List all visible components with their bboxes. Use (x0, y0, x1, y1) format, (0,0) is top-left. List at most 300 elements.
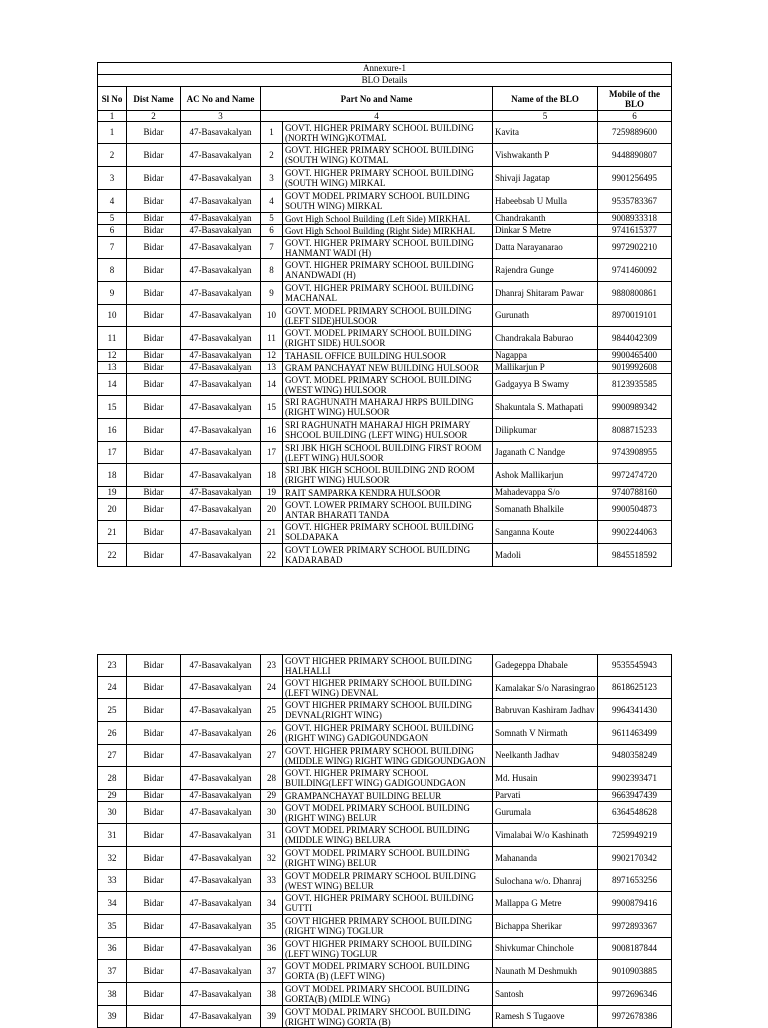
part-name-cell: GRAMPANCHAYAT BUILDING BELUR (283, 790, 493, 802)
table-row (98, 350, 672, 362)
blo-name-cell: Mahananda (493, 847, 598, 870)
dist-name-cell: Bidar (127, 499, 181, 521)
dist-name-cell: Bidar (127, 938, 181, 960)
blo-name-cell: Datta Narayanarao (493, 237, 598, 259)
blo-mobile-cell: 8123935585 (598, 374, 672, 396)
table-row (98, 327, 672, 350)
table-row (98, 938, 672, 960)
blo-mobile-cell: 9019992608 (598, 362, 672, 374)
part-name-cell: GOVT. HIGHER PRIMARY SCHOOL BUILDING (NORTH WING)KOTMAL (283, 122, 493, 144)
column-number: 4 (261, 111, 493, 122)
blo-mobile-cell: 9900879416 (598, 892, 672, 915)
part-name-cell: GOVT MODEL PRIMARY SCHOOL BUILDING SOUTH WING) MIRKAL (283, 190, 493, 213)
part-no-cell: 20 (261, 499, 283, 521)
part-no-cell: 35 (261, 915, 283, 938)
ac-name-cell: 47-Basavakalyan (181, 442, 261, 464)
column-number: 1 (98, 111, 127, 122)
blo-mobile-cell: 9741615377 (598, 225, 672, 237)
part-name-cell: GOVT. LOWER PRIMARY SCHOOL BUILDING ANTAR BHARATI TANDA (283, 499, 493, 521)
blo-name-cell: Gurumala (493, 802, 598, 824)
table-row (98, 722, 672, 745)
part-no-cell: 3 (261, 167, 283, 190)
part-no-cell: 12 (261, 350, 283, 362)
ac-name-cell: 47-Basavakalyan (181, 305, 261, 327)
table-row (98, 374, 672, 396)
dist-name-cell: Bidar (127, 190, 181, 213)
ac-name-cell: 47-Basavakalyan (181, 824, 261, 847)
sl-no-cell: 36 (98, 938, 127, 960)
dist-name-cell: Bidar (127, 699, 181, 722)
dist-name-cell: Bidar (127, 767, 181, 790)
part-name-cell: SRI RAGHUNATH MAHARAJ HIGH PRIMARY SHCOOL BUILDING (LEFT WING) HULSOOR (283, 419, 493, 442)
blo-mobile-cell: 7259949219 (598, 824, 672, 847)
dist-name-cell: Bidar (127, 521, 181, 544)
part-no-cell: 1 (261, 122, 283, 144)
table-row (98, 225, 672, 237)
blo-name-cell: Rajendra Gunge (493, 259, 598, 282)
table-row (98, 1006, 672, 1028)
dist-name-cell: Bidar (127, 983, 181, 1006)
ac-name-cell: 47-Basavakalyan (181, 144, 261, 167)
part-no-cell: 6 (261, 225, 283, 237)
dist-name-cell: Bidar (127, 960, 181, 983)
blo-mobile-cell: 9964341430 (598, 699, 672, 722)
ac-name-cell: 47-Basavakalyan (181, 655, 261, 677)
blo-mobile-cell: 9008933318 (598, 213, 672, 225)
part-name-cell: Govt High School Building (Right Side) MIRKHAL (283, 225, 493, 237)
ac-name-cell: 47-Basavakalyan (181, 213, 261, 225)
table-row (98, 544, 672, 567)
blo-mobile-cell: 8970019101 (598, 305, 672, 327)
dist-name-cell: Bidar (127, 213, 181, 225)
header-blo-name: Name of the BLO (493, 87, 598, 111)
part-no-cell: 19 (261, 487, 283, 499)
part-name-cell: GOVT. HIGHER PRIMARY SCHOOL BUILDING MACHANAL (283, 282, 493, 305)
sl-no-cell: 2 (98, 144, 127, 167)
part-no-cell: 37 (261, 960, 283, 983)
blo-name-cell: Bichappa Sherikar (493, 915, 598, 938)
blo-name-cell: Vishwakanth P (493, 144, 598, 167)
part-name-cell: GOVT MODAL PRIMARY SHCOOL BUILDING (RIGHT WING) GORTA (B) (283, 1006, 493, 1028)
blo-name-cell: Md. Husain (493, 767, 598, 790)
blo-name-cell: Sulochana w/o. Dhanraj (493, 870, 598, 892)
sl-no-cell: 11 (98, 327, 127, 350)
dist-name-cell: Bidar (127, 167, 181, 190)
part-no-cell: 26 (261, 722, 283, 745)
table-row (98, 824, 672, 847)
part-name-cell: GOVT. HIGHER PRIMARY SCHOOL BUILDING SOLDAPAKA (283, 521, 493, 544)
blo-name-cell: Mahadevappa S/o (493, 487, 598, 499)
sl-no-cell: 16 (98, 419, 127, 442)
ac-name-cell: 47-Basavakalyan (181, 767, 261, 790)
blo-mobile-cell: 9845518592 (598, 544, 672, 567)
blo-mobile-cell: 8618625123 (598, 677, 672, 699)
blo-mobile-cell: 9535783367 (598, 190, 672, 213)
table-row (98, 677, 672, 699)
dist-name-cell: Bidar (127, 237, 181, 259)
table-row (98, 745, 672, 767)
part-no-cell: 11 (261, 327, 283, 350)
blo-mobile-cell: 9448890807 (598, 144, 672, 167)
part-no-cell: 28 (261, 767, 283, 790)
sl-no-cell: 14 (98, 374, 127, 396)
blo-mobile-cell: 8971653256 (598, 870, 672, 892)
part-no-cell: 30 (261, 802, 283, 824)
ac-name-cell: 47-Basavakalyan (181, 282, 261, 305)
blo-mobile-cell: 9902393471 (598, 767, 672, 790)
blo-name-cell: Ashok Mallikarjun (493, 464, 598, 487)
ac-name-cell: 47-Basavakalyan (181, 225, 261, 237)
part-no-cell: 31 (261, 824, 283, 847)
blo-name-cell: Mallappa G Metre (493, 892, 598, 915)
ac-name-cell: 47-Basavakalyan (181, 544, 261, 567)
ac-name-cell: 47-Basavakalyan (181, 259, 261, 282)
blo-name-cell: Gadgayya B Swamy (493, 374, 598, 396)
table-row (98, 960, 672, 983)
blo-mobile-cell: 9900465400 (598, 350, 672, 362)
sl-no-cell: 15 (98, 396, 127, 419)
ac-name-cell: 47-Basavakalyan (181, 699, 261, 722)
blo-mobile-cell: 9663947439 (598, 790, 672, 802)
sl-no-cell: 28 (98, 767, 127, 790)
blo-mobile-cell: 9611463499 (598, 722, 672, 745)
sl-no-cell: 20 (98, 499, 127, 521)
table-row (98, 802, 672, 824)
dist-name-cell: Bidar (127, 824, 181, 847)
sl-no-cell: 33 (98, 870, 127, 892)
ac-name-cell: 47-Basavakalyan (181, 870, 261, 892)
sl-no-cell: 24 (98, 677, 127, 699)
part-no-cell: 38 (261, 983, 283, 1006)
blo-name-cell: Dhanraj Shitaram Pawar (493, 282, 598, 305)
ac-name-cell: 47-Basavakalyan (181, 499, 261, 521)
part-name-cell: GOVT HIGHER PRIMARY SCHOOL BUILDING (LEFT WING) DEVNAL (283, 677, 493, 699)
dist-name-cell: Bidar (127, 144, 181, 167)
sl-no-cell: 7 (98, 237, 127, 259)
table-row (98, 305, 672, 327)
dist-name-cell: Bidar (127, 259, 181, 282)
blo-details-table-continued (97, 654, 672, 1028)
table-row (98, 190, 672, 213)
table-row (98, 915, 672, 938)
sl-no-cell: 6 (98, 225, 127, 237)
ac-name-cell: 47-Basavakalyan (181, 396, 261, 419)
sl-no-cell: 1 (98, 122, 127, 144)
part-name-cell: GOVT MODEL PRIMARY SCHOOL BUILDING (MIDDLE WING) BELURA (283, 824, 493, 847)
dist-name-cell: Bidar (127, 442, 181, 464)
blo-mobile-cell: 9008187844 (598, 938, 672, 960)
sl-no-cell: 19 (98, 487, 127, 499)
part-no-cell: 15 (261, 396, 283, 419)
dist-name-cell: Bidar (127, 1006, 181, 1028)
table-row (98, 167, 672, 190)
ac-name-cell: 47-Basavakalyan (181, 237, 261, 259)
dist-name-cell: Bidar (127, 745, 181, 767)
dist-name-cell: Bidar (127, 677, 181, 699)
sl-no-cell: 12 (98, 350, 127, 362)
sl-no-cell: 32 (98, 847, 127, 870)
dist-name-cell: Bidar (127, 464, 181, 487)
part-no-cell: 10 (261, 305, 283, 327)
part-name-cell: GOVT MODELR PRIMARY SCHOOL BUILDING (WEST WING) BELUR (283, 870, 493, 892)
part-name-cell: GOVT HIGHER PRIMARY SCHOOL BUILDING DEVNAL(RIGHT WING) (283, 699, 493, 722)
column-number: 3 (181, 111, 261, 122)
part-no-cell: 22 (261, 544, 283, 567)
part-no-cell: 7 (261, 237, 283, 259)
blo-mobile-cell: 9972893367 (598, 915, 672, 938)
part-no-cell: 36 (261, 938, 283, 960)
sl-no-cell: 21 (98, 521, 127, 544)
table-row (98, 847, 672, 870)
part-name-cell: GOVT. MODEL PRIMARY SCHOOL BUILDING (RIGHT SIDE) HULSOOR (283, 327, 493, 350)
table-row (98, 464, 672, 487)
blo-name-cell: Ramesh S Tugaove (493, 1006, 598, 1028)
part-name-cell: GOVT MODEL PRIMARY SHCOOL BUILDING GORTA(B) (MIDLE WING) (283, 983, 493, 1006)
table-row (98, 790, 672, 802)
part-name-cell: GOVT. HIGHER PRIMARY SCHOOL BUILDING (MIDDLE WING) RIGHT WING GDIGOUNDGAON (283, 745, 493, 767)
dist-name-cell: Bidar (127, 544, 181, 567)
part-no-cell: 21 (261, 521, 283, 544)
header-blo-mobile: Mobile of the BLO (598, 87, 672, 111)
dist-name-cell: Bidar (127, 655, 181, 677)
part-no-cell: 17 (261, 442, 283, 464)
part-no-cell: 24 (261, 677, 283, 699)
header-part-no-name: Part No and Name (261, 87, 493, 111)
blo-name-cell: Chandrakala Baburao (493, 327, 598, 350)
sl-no-cell: 29 (98, 790, 127, 802)
ac-name-cell: 47-Basavakalyan (181, 464, 261, 487)
table-row (98, 487, 672, 499)
dist-name-cell: Bidar (127, 362, 181, 374)
blo-name-cell: Kavita (493, 122, 598, 144)
ac-name-cell: 47-Basavakalyan (181, 327, 261, 350)
blo-mobile-cell: 9972474720 (598, 464, 672, 487)
header-ac-no-name: AC No and Name (181, 87, 261, 111)
ac-name-cell: 47-Basavakalyan (181, 374, 261, 396)
blo-name-cell: Shakuntala S. Mathapati (493, 396, 598, 419)
sl-no-cell: 34 (98, 892, 127, 915)
table-row (98, 144, 672, 167)
part-name-cell: GOVT HIGHER PRIMARY SCHOOL BUILDING HALHALLI (283, 655, 493, 677)
part-no-cell: 13 (261, 362, 283, 374)
dist-name-cell: Bidar (127, 790, 181, 802)
sl-no-cell: 31 (98, 824, 127, 847)
blo-name-cell: Gadegeppa Dhabale (493, 655, 598, 677)
blo-name-cell: Dilipkumar (493, 419, 598, 442)
blo-name-cell: Nagappa (493, 350, 598, 362)
part-no-cell: 5 (261, 213, 283, 225)
part-no-cell: 8 (261, 259, 283, 282)
blo-name-cell: Mallikarjun P (493, 362, 598, 374)
ac-name-cell: 47-Basavakalyan (181, 938, 261, 960)
sl-no-cell: 8 (98, 259, 127, 282)
part-no-cell: 2 (261, 144, 283, 167)
table-row (98, 259, 672, 282)
dist-name-cell: Bidar (127, 282, 181, 305)
table-row (98, 767, 672, 790)
blo-name-cell: Jaganath C Nandge (493, 442, 598, 464)
header-sl-no: Sl No (98, 87, 127, 111)
blo-name-cell: Sanganna Koute (493, 521, 598, 544)
blo-name-cell: Neelkanth Jadhav (493, 745, 598, 767)
blo-mobile-cell: 9902170342 (598, 847, 672, 870)
table-row (98, 282, 672, 305)
part-name-cell: GOVT. HIGHER PRIMARY SCHOOL BUILDING ANANDWADI (H) (283, 259, 493, 282)
blo-mobile-cell: 9972678386 (598, 1006, 672, 1028)
part-name-cell: GOVT LOWER PRIMARY SCHOOL BUILDING KADARABAD (283, 544, 493, 567)
ac-name-cell: 47-Basavakalyan (181, 892, 261, 915)
table-row (98, 870, 672, 892)
ac-name-cell: 47-Basavakalyan (181, 983, 261, 1006)
table-row (98, 983, 672, 1006)
part-name-cell: GRAM PANCHAYAT NEW BUILDING HULSOOR (283, 362, 493, 374)
table-row (98, 237, 672, 259)
blo-mobile-cell: 9901256495 (598, 167, 672, 190)
part-name-cell: RAIT SAMPARKA KENDRA HULSOOR (283, 487, 493, 499)
header-dist-name: Dist Name (127, 87, 181, 111)
blo-mobile-cell: 9535545943 (598, 655, 672, 677)
column-number: 6 (598, 111, 672, 122)
blo-name-cell: Shivaji Jagatap (493, 167, 598, 190)
table-row (98, 122, 672, 144)
part-name-cell: GOVT. HIGHER PRIMARY SCHOOL BUILDING GUTTI (283, 892, 493, 915)
ac-name-cell: 47-Basavakalyan (181, 487, 261, 499)
column-number: 2 (127, 111, 181, 122)
sl-no-cell: 39 (98, 1006, 127, 1028)
dist-name-cell: Bidar (127, 802, 181, 824)
ac-name-cell: 47-Basavakalyan (181, 745, 261, 767)
blo-name-cell: Dinkar S Metre (493, 225, 598, 237)
ac-name-cell: 47-Basavakalyan (181, 915, 261, 938)
blo-mobile-cell: 9480358249 (598, 745, 672, 767)
part-name-cell: GOVT. HIGHER PRIMARY SCHOOL BUILDING (RIGHT WING) GADIGOUNDGAON (283, 722, 493, 745)
blo-mobile-cell: 6364548628 (598, 802, 672, 824)
part-name-cell: GOVT. MODEL PRIMARY SCHOOL BUILDING (LEFT SIDE)HULSOOR (283, 305, 493, 327)
blo-mobile-cell: 9743908955 (598, 442, 672, 464)
sl-no-cell: 25 (98, 699, 127, 722)
blo-name-cell: Somanath Bhalkile (493, 499, 598, 521)
ac-name-cell: 47-Basavakalyan (181, 167, 261, 190)
blo-mobile-cell: 9741460092 (598, 259, 672, 282)
part-name-cell: GOVT. HIGHER PRIMARY SCHOOL BUILDING (SOUTH WING) KOTMAL (283, 144, 493, 167)
part-name-cell: GOVT. MODEL PRIMARY SCHOOL BUILDING (WEST WING) HULSOOR (283, 374, 493, 396)
blo-mobile-cell: 9972902210 (598, 237, 672, 259)
dist-name-cell: Bidar (127, 225, 181, 237)
dist-name-cell: Bidar (127, 892, 181, 915)
table-row (98, 499, 672, 521)
part-no-cell: 23 (261, 655, 283, 677)
sl-no-cell: 26 (98, 722, 127, 745)
dist-name-cell: Bidar (127, 350, 181, 362)
part-name-cell: TAHASIL OFFICE BUILDING HULSOOR (283, 350, 493, 362)
part-name-cell: GOVT. HIGHER PRIMARY SCHOOL BUILDING(LEFT WING) GADIGOUNDGAON (283, 767, 493, 790)
part-no-cell: 34 (261, 892, 283, 915)
blo-mobile-cell: 9844042309 (598, 327, 672, 350)
table-body-2 (98, 655, 672, 1028)
table-row (98, 892, 672, 915)
table-row (98, 699, 672, 722)
part-no-cell: 33 (261, 870, 283, 892)
annexure-title: Annexure-1 (98, 63, 672, 75)
ac-name-cell: 47-Basavakalyan (181, 122, 261, 144)
part-name-cell: GOVT. HIGHER PRIMARY SCHOOL BUILDING HANMANT WADI (H) (283, 237, 493, 259)
dist-name-cell: Bidar (127, 374, 181, 396)
blo-name-cell: Babruvan Kashiram Jadhav (493, 699, 598, 722)
blo-name-cell: Gurunath (493, 305, 598, 327)
blo-name-cell: Naunath M Deshmukh (493, 960, 598, 983)
ac-name-cell: 47-Basavakalyan (181, 847, 261, 870)
sl-no-cell: 37 (98, 960, 127, 983)
part-no-cell: 29 (261, 790, 283, 802)
sl-no-cell: 18 (98, 464, 127, 487)
sl-no-cell: 27 (98, 745, 127, 767)
sl-no-cell: 3 (98, 167, 127, 190)
ac-name-cell: 47-Basavakalyan (181, 350, 261, 362)
part-name-cell: GOVT HIGHER PRIMARY SCHOOL BUILDING (LEFT WING) TOGLUR (283, 938, 493, 960)
sl-no-cell: 17 (98, 442, 127, 464)
blo-name-cell: Parvati (493, 790, 598, 802)
blo-mobile-cell: 9900504873 (598, 499, 672, 521)
sl-no-cell: 5 (98, 213, 127, 225)
ac-name-cell: 47-Basavakalyan (181, 722, 261, 745)
part-no-cell: 32 (261, 847, 283, 870)
part-name-cell: SRI JBK HIGH SCHOOL BUILDING 2ND ROOM (RIGHT WING) HULSOOR (283, 464, 493, 487)
dist-name-cell: Bidar (127, 722, 181, 745)
sl-no-cell: 30 (98, 802, 127, 824)
table-body-1 (98, 122, 672, 567)
dist-name-cell: Bidar (127, 870, 181, 892)
blo-details-table (97, 62, 672, 567)
dist-name-cell: Bidar (127, 305, 181, 327)
dist-name-cell: Bidar (127, 122, 181, 144)
ac-name-cell: 47-Basavakalyan (181, 362, 261, 374)
part-no-cell: 9 (261, 282, 283, 305)
part-no-cell: 25 (261, 699, 283, 722)
blo-name-cell: Chandrakanth (493, 213, 598, 225)
dist-name-cell: Bidar (127, 847, 181, 870)
blo-mobile-cell: 9972696346 (598, 983, 672, 1006)
part-name-cell: GOVT. HIGHER PRIMARY SCHOOL BUILDING (SOUTH WING) MIRKAL (283, 167, 493, 190)
ac-name-cell: 47-Basavakalyan (181, 802, 261, 824)
dist-name-cell: Bidar (127, 396, 181, 419)
blo-mobile-cell: 8088715233 (598, 419, 672, 442)
part-name-cell: SRI RAGHUNATH MAHARAJ HRPS BUILDING (RIGHT WING) HULSOOR (283, 396, 493, 419)
ac-name-cell: 47-Basavakalyan (181, 960, 261, 983)
dist-name-cell: Bidar (127, 327, 181, 350)
blo-name-cell: Vimalabai W/o Kashinath (493, 824, 598, 847)
part-no-cell: 4 (261, 190, 283, 213)
sl-no-cell: 10 (98, 305, 127, 327)
blo-mobile-cell: 7259889600 (598, 122, 672, 144)
table-row (98, 396, 672, 419)
ac-name-cell: 47-Basavakalyan (181, 790, 261, 802)
dist-name-cell: Bidar (127, 915, 181, 938)
sl-no-cell: 22 (98, 544, 127, 567)
blo-mobile-cell: 9740788160 (598, 487, 672, 499)
blo-name-cell: Habeebsab U Mulla (493, 190, 598, 213)
blo-name-cell: Shivkumar Chinchole (493, 938, 598, 960)
table-row (98, 362, 672, 374)
part-no-cell: 16 (261, 419, 283, 442)
part-no-cell: 27 (261, 745, 283, 767)
column-number: 5 (493, 111, 598, 122)
part-name-cell: GOVT MODEL PRIMARY SCHOOL BUILDING (RIGHT WING) BELUR (283, 802, 493, 824)
ac-name-cell: 47-Basavakalyan (181, 419, 261, 442)
ac-name-cell: 47-Basavakalyan (181, 521, 261, 544)
table-row (98, 521, 672, 544)
table-row (98, 442, 672, 464)
part-name-cell: SRI JBK HIGH SCHOOL BUILDING FIRST ROOM (LEFT WING) HULSOOR (283, 442, 493, 464)
